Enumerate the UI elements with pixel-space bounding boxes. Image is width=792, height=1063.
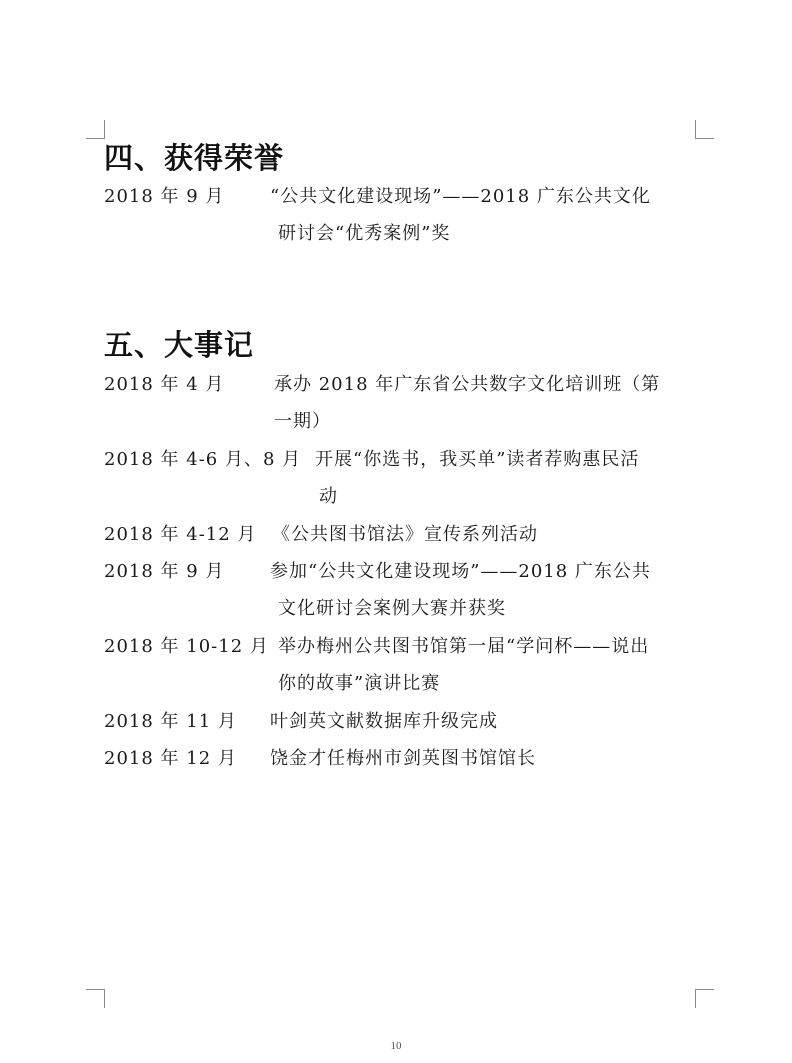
- entry-line: 饶金才任梅州市剑英图书馆馆长: [270, 748, 536, 769]
- entry-date: 2018 年 4-12 月: [104, 524, 257, 545]
- entry-line: 叶剑英文献数据库升级完成: [270, 711, 498, 732]
- entry-date: 2018 年 4-6 月、8 月: [104, 449, 302, 470]
- entry-line: 动: [319, 486, 338, 507]
- event-entry: [104, 703, 704, 740]
- entry-line: 开展“你选书，我买单”读者荐购惠民活: [315, 449, 640, 470]
- section-heading-events: 五、大事记: [104, 328, 255, 362]
- section-heading-honors: 四、获得荣誉: [104, 141, 285, 175]
- entry-line: “公共文化建设现场”——2018 广东公共文化: [270, 186, 651, 207]
- corner-mark-bottom-right: [695, 989, 714, 1008]
- entry-line: 承办 2018 年广东省公共数字文化培训班（第: [274, 374, 661, 395]
- entry-line: 参加“公共文化建设现场”——2018 广东公共: [270, 561, 651, 582]
- event-entry: [104, 740, 704, 777]
- entry-date: 2018 年 10-12 月: [104, 636, 269, 657]
- entry-line: 《公共图书馆法》宣传系列活动: [272, 524, 538, 545]
- entry-line: 你的故事”演讲比赛: [278, 673, 441, 694]
- entry-date: 2018 年 4 月: [104, 374, 225, 395]
- entry-date: 2018 年 11 月: [104, 711, 237, 732]
- entry-line: 举办梅州公共图书馆第一届“学问杯——说出: [278, 636, 650, 657]
- page-number: 10: [390, 1040, 402, 1052]
- entry-date: 2018 年 9 月: [104, 186, 225, 207]
- corner-mark-top-left: [86, 120, 105, 139]
- event-entry: [104, 441, 704, 515]
- event-entry: [104, 516, 704, 553]
- entry-date: 2018 年 9 月: [104, 561, 225, 582]
- entry-line: 一期）: [274, 411, 331, 432]
- entry-line: 研讨会“优秀案例”奖: [278, 223, 451, 244]
- event-entry: [104, 366, 704, 440]
- event-entry: [104, 628, 704, 702]
- entry-line: 文化研讨会案例大赛并获奖: [278, 598, 506, 619]
- entry-date: 2018 年 12 月: [104, 748, 237, 769]
- event-entry: [104, 553, 704, 627]
- corner-mark-top-right: [695, 120, 714, 139]
- corner-mark-bottom-left: [86, 989, 105, 1008]
- honor-entry: [104, 178, 704, 252]
